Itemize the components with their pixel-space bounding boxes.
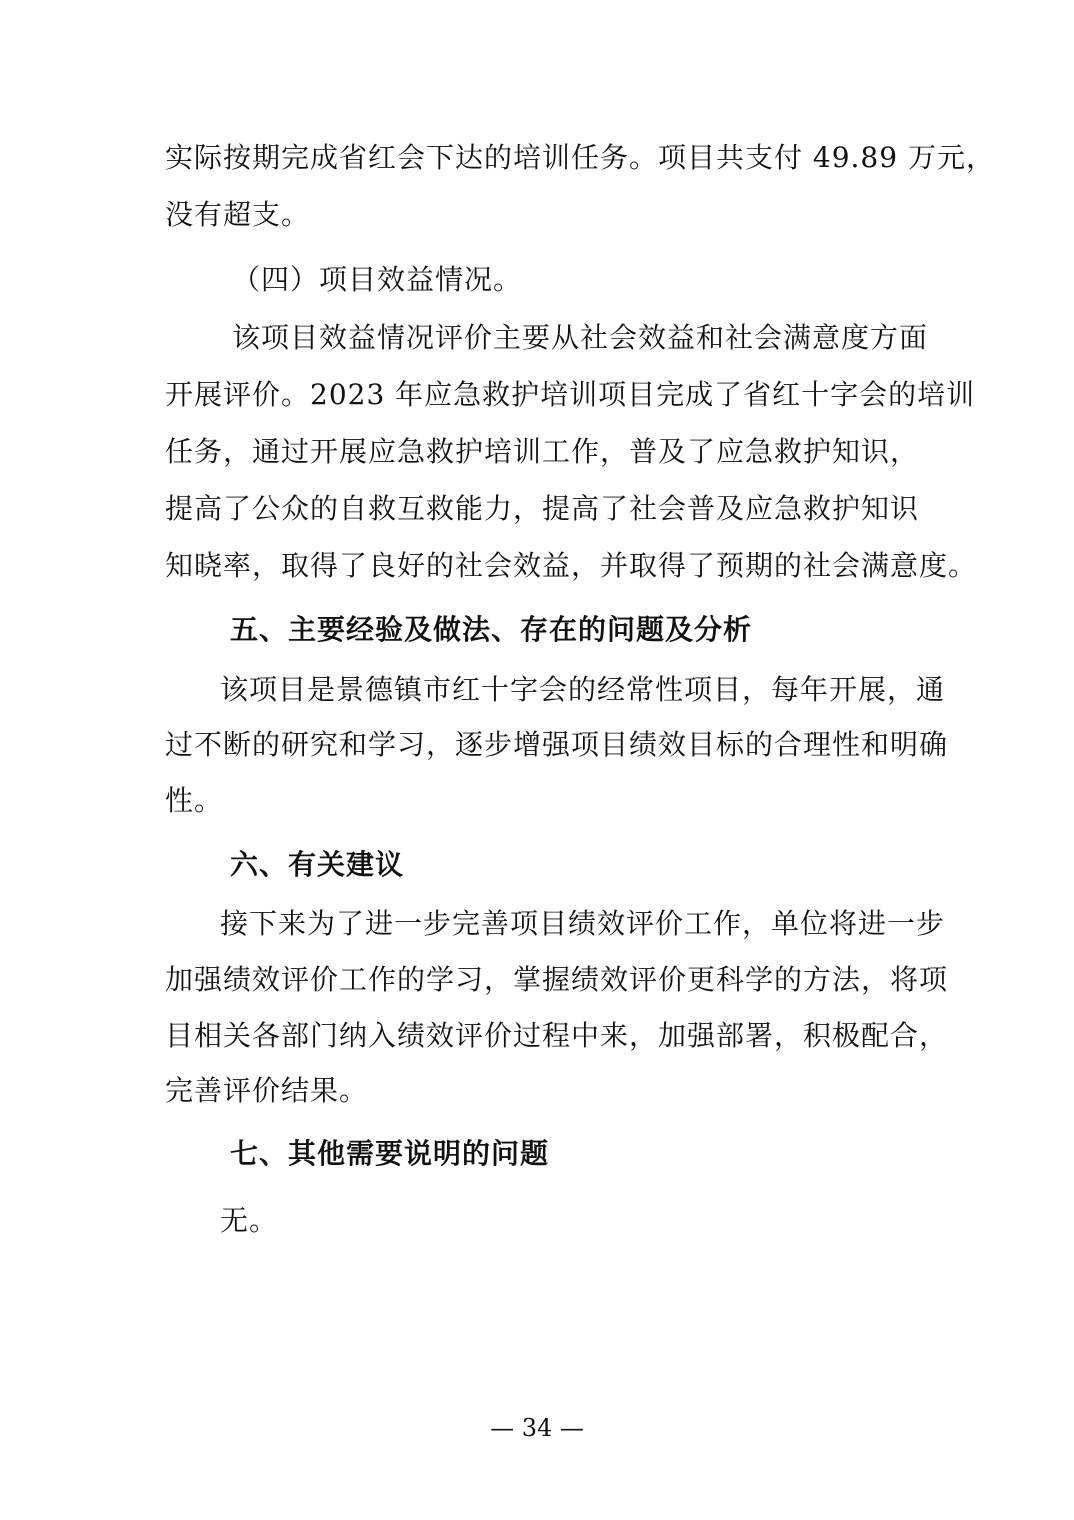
page-number: — 34 — — [490, 1414, 584, 1442]
section-heading: 七、其他需要说明的问题 — [230, 1137, 550, 1170]
paragraph-line: 加强绩效评价工作的学习，掌握绩效评价更科学的方法，将项 — [165, 963, 949, 996]
paragraph-line: 任务，通过开展应急救护培训工作，普及了应急救护知识， — [165, 435, 920, 468]
paragraph-line: 目相关各部门纳入绩效评价过程中来，加强部署，积极配合， — [165, 1019, 949, 1052]
paragraph-line: 没有超支。 — [165, 198, 311, 231]
paragraph-line: 完善评价结果。 — [165, 1074, 369, 1107]
paragraph-line: 无。 — [220, 1204, 279, 1237]
paragraph-line: 实际按期完成省红会下达的培训任务。项目共支付 49.89 万元， — [165, 141, 995, 174]
subsection-heading: （四）项目效益情况。 — [232, 263, 523, 296]
paragraph-line: 该项目效益情况评价主要从社会效益和社会满意度方面 — [232, 321, 929, 354]
paragraph-line: 性。 — [165, 784, 224, 817]
paragraph-line: 该项目是景德镇市红十字会的经常性项目，每年开展，通 — [220, 673, 946, 706]
section-heading: 五、主要经验及做法、存在的问题及分析 — [230, 613, 753, 646]
section-heading: 六、有关建议 — [230, 848, 405, 881]
paragraph-line: 过不断的研究和学习，逐步增强项目绩效目标的合理性和明确 — [165, 728, 949, 761]
paragraph-line: 提高了公众的自救互救能力，提高了社会普及应急救护知识 — [165, 492, 920, 525]
paragraph-line: 接下来为了进一步完善项目绩效评价工作，单位将进一步 — [220, 907, 946, 940]
paragraph-line: 开展评价。2023 年应急救护培训项目完成了省红十字会的培训 — [165, 378, 976, 411]
paragraph-line: 知晓率，取得了良好的社会效益，并取得了预期的社会满意度。 — [165, 549, 978, 582]
